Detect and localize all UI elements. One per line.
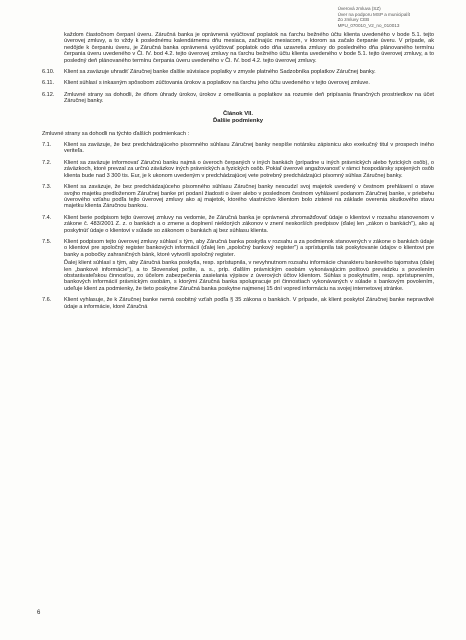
clause-number: 7.2.	[42, 159, 52, 166]
agreement-line: Zmluvné strany sa dohodli na týchto ďalších podmienkach :	[42, 130, 190, 137]
clause-text: Klient súhlasí s inkasným spôsobom zúčtovania úrokov a poplatkov na ťarchu jeho účtu uvedeného v tejto úverovej zmluve.	[64, 80, 370, 87]
clause-number: 7.3.	[42, 184, 52, 191]
clause-number: 6.12.	[42, 91, 55, 98]
clause-text: Klient sa zaväzuje, že bez predchádzajúceho písomného súhlasu Záručnej banky nespíše notársku zápisnicu ako exekučný titul v prospech iného veriteľa.	[64, 142, 434, 155]
header-line: Úverová zmluva (SZ)	[337, 6, 381, 11]
clause-number: 7.4.	[42, 214, 52, 221]
page-number: 6	[37, 610, 41, 616]
clause-7-5-continuation: Ďalej klient súhlasí s tým, aby Záručná banka poskytla, resp. sprístupnila, v nevyhnutnom rozsahu informácie charakteru bankového tajomstva (ďalej len „bankové informácie"), a to Slovenskej pošte, a. s., príp. ďalším právnickým osobám vykonávajúcim poštovú prevádzku s povolením obstarávateľskou činnosťou, zo účelom zabezpečenia zasielania výpisov z úverových účtov klientom. Súhlas s poskytnutím, resp. sprístupnením, bankových informácií právnickým osobám, s ktorými Záručná banka spolupracuje pri činnostiach vykonávaných v súlade s bankovým povolením, udeľuje klient za podmienky, že tieto poskytne Záručná banka poskytne najmenej 15 dní vopred informáciu na svojej internetovej stránke.	[64, 260, 434, 292]
clause-text: Klient sa zaväzuje informovať Záručnú banku najmä o úveroch čerpaných v iných bankách (prípadne u iných právnických alebo fyzických osôb), o záväzkoch, ktoré prevzal za určnú záväzkov iných právnických a fyzických osôb. Pokiaľ úverové angažovanosť v rámci hospodársky spojených osôb klienta bude nad 3 300 tis. Eur, je k ukonom uvedeným v predchádzajúcej vete potrebný predchádzajúci písomný súhlas Záručnej banky.	[64, 159, 434, 179]
clause-text: Klient sa zaväzuje, že bez predchádzajúceho písomného súhlasu Záručnej banky nescudzí svoj majetok uvedený v čestnom prehlásení o stave svojho majetku predloženom Záručnej banke pri podaní žiadosti o úver alebo v poslednom čestnom vyhlásení podanom Záručnej banke, v priebehu úverového vzťahu podľa tejto úverovej zmluvy ako aj majetok, ktorého vlastníctvo klientom bolo zistené na základe overenia skutkového stavu majetku klienta Záručnou bankou.	[64, 184, 434, 210]
clause-6-12	[42, 92, 434, 105]
clause-text: Klient berie podpisom tejto úverovej zmluvy na vedomie, že Záručná banka je oprávnená zhromažďovať údaje o klientovi v rozsahu stanovenom v zákone č. 483/2001 Z. z. o bankách a o zmene a doplnení niektorých zákonov v znení neskorších predpisov (ďalej len „zákon o bankách"), ako aj poskytnúť údaje o klientovi v súlade so zákonom o bankách aj bez súhlasu klienta.	[64, 214, 434, 234]
header-line: Zo zmluvy CEB	[337, 17, 370, 22]
clause-number: 7.1.	[42, 142, 52, 149]
clause-text: Klient vyhlasuje, že k Záručnej banke nemá osobitný vzťah podľa § 35 zákona o bankách. V prípade, ak klient poskytol Záručnej banke nepravdivé údaje a informácie, ktoré Záručná	[64, 297, 434, 310]
clause-number: 7.6.	[42, 297, 52, 304]
document-header	[338, 6, 410, 28]
clause-6-11	[42, 80, 434, 86]
clause-number: 6.10.	[42, 69, 55, 76]
clause-7-5	[42, 239, 434, 258]
clause-7-1	[42, 142, 434, 155]
intro-paragraph: každom čiastočnom čerpaní úveru. Záručná banka je oprávnená vyúčtovať poplatok na ťarchu bežného účtu klienta uvedeného v bode 5.1. tejto úverovej zmluvy, a to vždy k poslednému kalendárnemu dňu mesiaca, začínajúc mesiacom, v ktorom sa začalo čerpanie úveru. V prípade, ak nedôjde k čerpaniu úveru, je Záručná banka oprávnená vyúčtovať poplatok odo dňa uzavretia zmluvy do posledného dňa plánovaného termínu čerpania úveru uvedeného v Čl. IV. bod 4.2. tejto úverovej zmluvy na ťarchu bežného účtu klienta uvedeného v bode 5.1. tejto úverovej zmluvy, a to posledný deň plánovaného termínu čerpania úveru uvedeného v Čl. IV. bod 4.2. tejto úverovej zmluvy.	[64, 32, 434, 64]
header-line: Úver na podporu MSP a municipalít	[337, 11, 410, 17]
clause-text: Klient sa zaväzuje uhradiť Záručnej banke ďalšie súvisiace poplatky v zmysle platného Sadzobníka poplatkov Záručnej banky.	[64, 69, 376, 76]
clause-7-2	[42, 160, 434, 179]
article-heading	[42, 111, 434, 125]
article-subtitle: Ďalšie podmienky	[212, 117, 264, 124]
clause-number: 7.5.	[42, 238, 52, 245]
clause-7-6	[42, 297, 434, 310]
clause-number: 6.11.	[42, 80, 55, 87]
document-body	[42, 32, 434, 315]
clause-6-10	[42, 69, 434, 75]
article-title: Článok VII.	[222, 110, 254, 117]
header-line: MPU_070010_V2_no_010013	[337, 22, 400, 28]
clause-7-4	[42, 215, 434, 234]
clause-text: Klient podpisom tejto úverovej zmluvy súhlasí s tým, aby Záručná banka poskytla v rozsahu a za podmienok stanovených v zákone o bankách údaje o klientovi pre spoločný register bankových informácií (ďalej len „spoločný bankový register") a sprístupnila tak poskytovanie údajov o klientovi pre banky a pobočky zahraničných bánk, ktoré vytvorili spoločný register.	[64, 238, 434, 258]
clause-7-3	[42, 184, 434, 210]
clause-text: Zmluvné strany sa dohodli, že dňom úhrady úrokov, úrokov z omeškania a poplatkov sa rozumie deň pripísania finančných prostriedkov na účet Záručnej banky.	[64, 91, 434, 105]
